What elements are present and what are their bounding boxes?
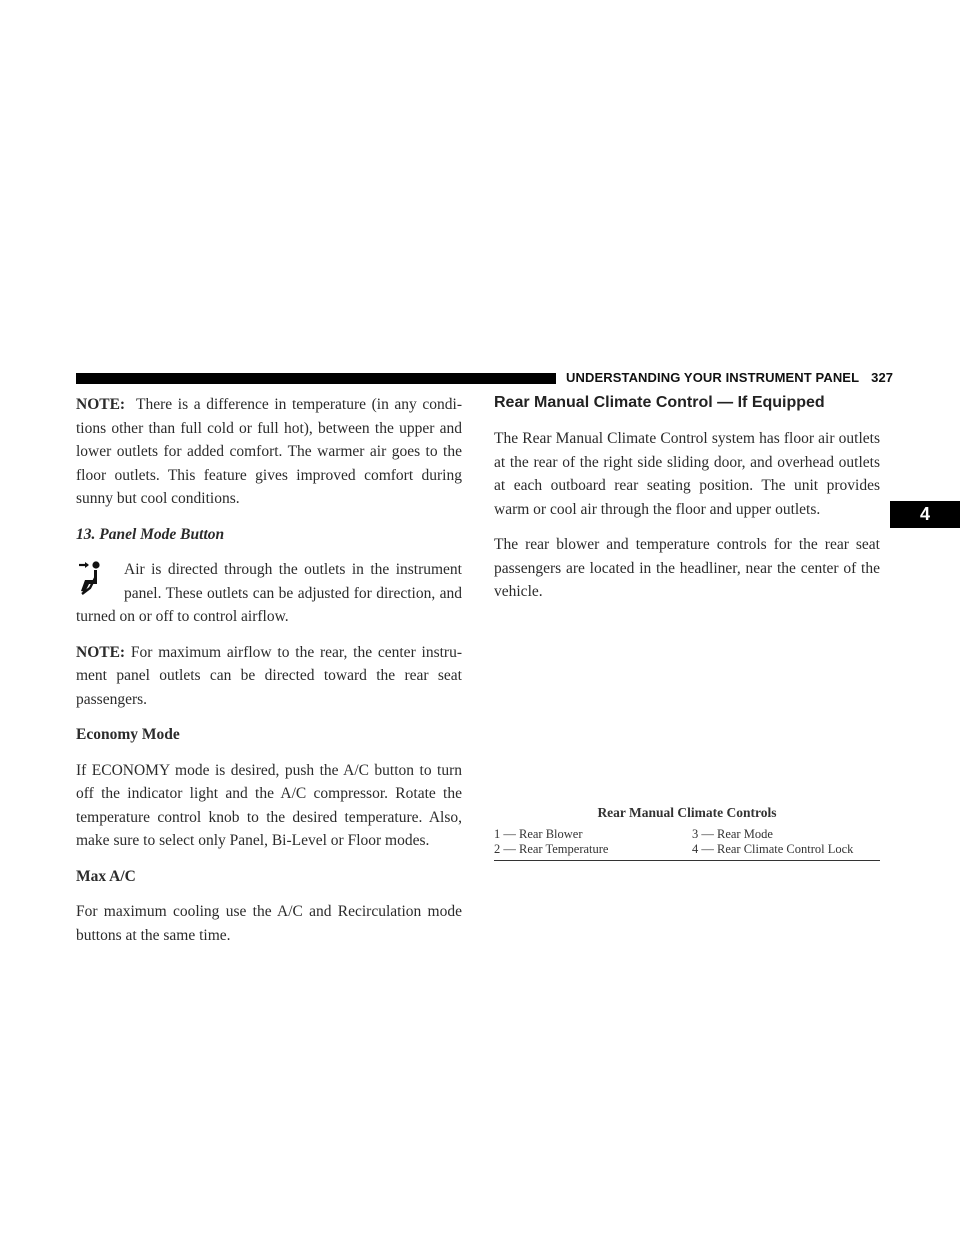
right-column — [494, 393, 880, 616]
panel-mode-text: Air is directed through the outlets in the instrument panel. These outlets can be adjusted for direction, and turned on or off to control airflow. — [76, 561, 462, 625]
figure-legend — [494, 827, 880, 857]
figure-caption: Rear Manual Climate Controls — [597, 805, 777, 820]
legend-item: 2 — Rear Temperature — [494, 842, 609, 856]
note-text: For maximum airflow to the rear, the center instru- ment panel outlets can be directed toward the rear seat passengers. — [76, 643, 462, 708]
legend-rule — [494, 860, 880, 861]
economy-mode-title: Economy Mode — [76, 726, 180, 743]
note-text: There is a difference in temperature (in any condi- tions other than full cold or full hot), between the upper and lower outlets for added comfort. The warmer air goes to the floor outlets. This feature gives improved comfort during sunny but cool conditions. — [76, 396, 462, 507]
rear-climate-section-title: Rear Manual Climate Control — If Equipped — [494, 394, 825, 411]
economy-mode-text: If ECONOMY mode is desired, push the A/C button to turn off the indicator light and the A/C compressor. Rotate the temperature control knob to the desired temperature. Also, make sure to select only Panel, Bi-Level or Floor modes. — [76, 761, 462, 849]
rear-climate-paragraph-1: The Rear Manual Climate Control system has floor air outlets at the rear of the right side sliding door, and overhead outlets at each outboard rear seating position. The unit provides warm or cool air through the floor and upper outlets. — [494, 430, 880, 518]
legend-item: 1 — Rear Blower — [494, 827, 583, 841]
max-ac-text: For maximum cooling use the A/C and Recirculation mode buttons at the same time. — [76, 903, 462, 944]
max-ac-title: Max A/C — [76, 867, 136, 885]
legend-row — [494, 842, 880, 857]
legend-item: 3 — Rear Mode — [692, 827, 773, 841]
note-paragraph-2 — [76, 641, 462, 712]
note-label: NOTE: — [76, 396, 126, 413]
header-section-title: UNDERSTANDING YOUR INSTRUMENT PANEL — [566, 370, 860, 385]
legend-item: 4 — Rear Climate Control Lock — [692, 842, 854, 856]
panel-mode-icon — [76, 558, 120, 602]
note-paragraph-1 — [76, 393, 462, 511]
panel-mode-title: 13. Panel Mode Button — [76, 525, 225, 543]
running-header — [566, 369, 893, 387]
note-label: NOTE: — [76, 643, 126, 661]
legend-row — [494, 827, 880, 842]
chapter-tab: 4 — [890, 501, 960, 528]
page-number: 327 — [871, 370, 894, 385]
rear-climate-paragraph-2: The rear blower and temperature controls for the rear seat passengers are located in the headliner, near the center of the vehicle. — [494, 536, 880, 600]
header-bar — [76, 373, 556, 384]
panel-mode-paragraph — [76, 558, 462, 629]
left-column — [76, 393, 462, 959]
